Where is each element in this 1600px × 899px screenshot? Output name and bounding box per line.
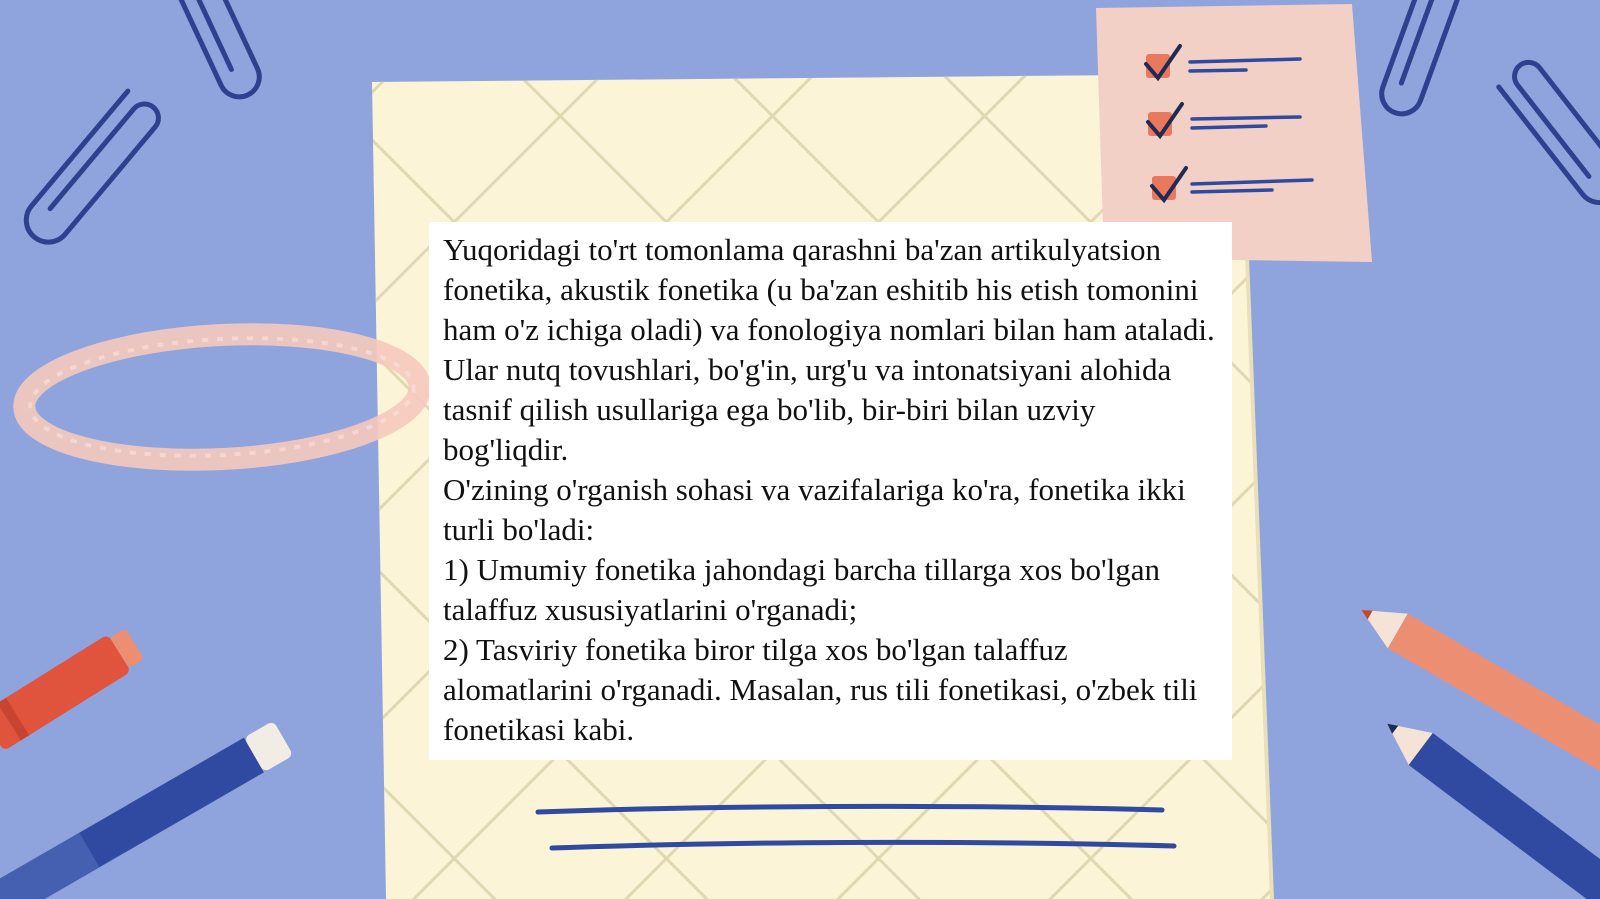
chalk-circle xyxy=(21,325,423,470)
paragraph-types: O'zining o'rganish sohasi va vazifalariga ko'ra, fonetika ikki turli bo'ladi: xyxy=(443,472,1186,547)
paperclip-icon xyxy=(1496,57,1600,212)
text-box xyxy=(429,222,1232,760)
marker-icon xyxy=(0,625,146,751)
paragraph-general-phonetics: 1) Umumiy fonetika jahondagi barcha tillarga xos bo'lgan talaffuz xususiyatlarini o'rganadi; xyxy=(443,552,1160,627)
pencil-icon xyxy=(1351,593,1600,779)
paragraph-descriptive-phonetics: 2) Tasviriy fonetika biror tilga xos bo'lgan talaffuz alomatlarini o'rganadi. Masalan, rus tili fonetikasi, o'zbek tili fonetikasi kabi. xyxy=(443,632,1198,747)
paperclip-icon xyxy=(17,88,164,251)
pencil-icon xyxy=(0,721,293,899)
paragraph-intro: Yuqoridagi to'rt tomonlama qarashni ba'zan artikulyatsion fonetika, akustik fonetika (u ba'zan eshitib his etish tomonini ham o'z ichiga oladi) va fonologiya nomlari bilan ham ataladi. Ular nutq tovushlari, bo'g'in, urg'u va intonatsiyani alohida tasnif qilish usullariga ega bo'lib, bir-biri bilan uzviy bog'liqdir. xyxy=(443,232,1215,467)
paperclip-icon xyxy=(1376,0,1462,119)
paperclip-icon xyxy=(170,0,266,103)
